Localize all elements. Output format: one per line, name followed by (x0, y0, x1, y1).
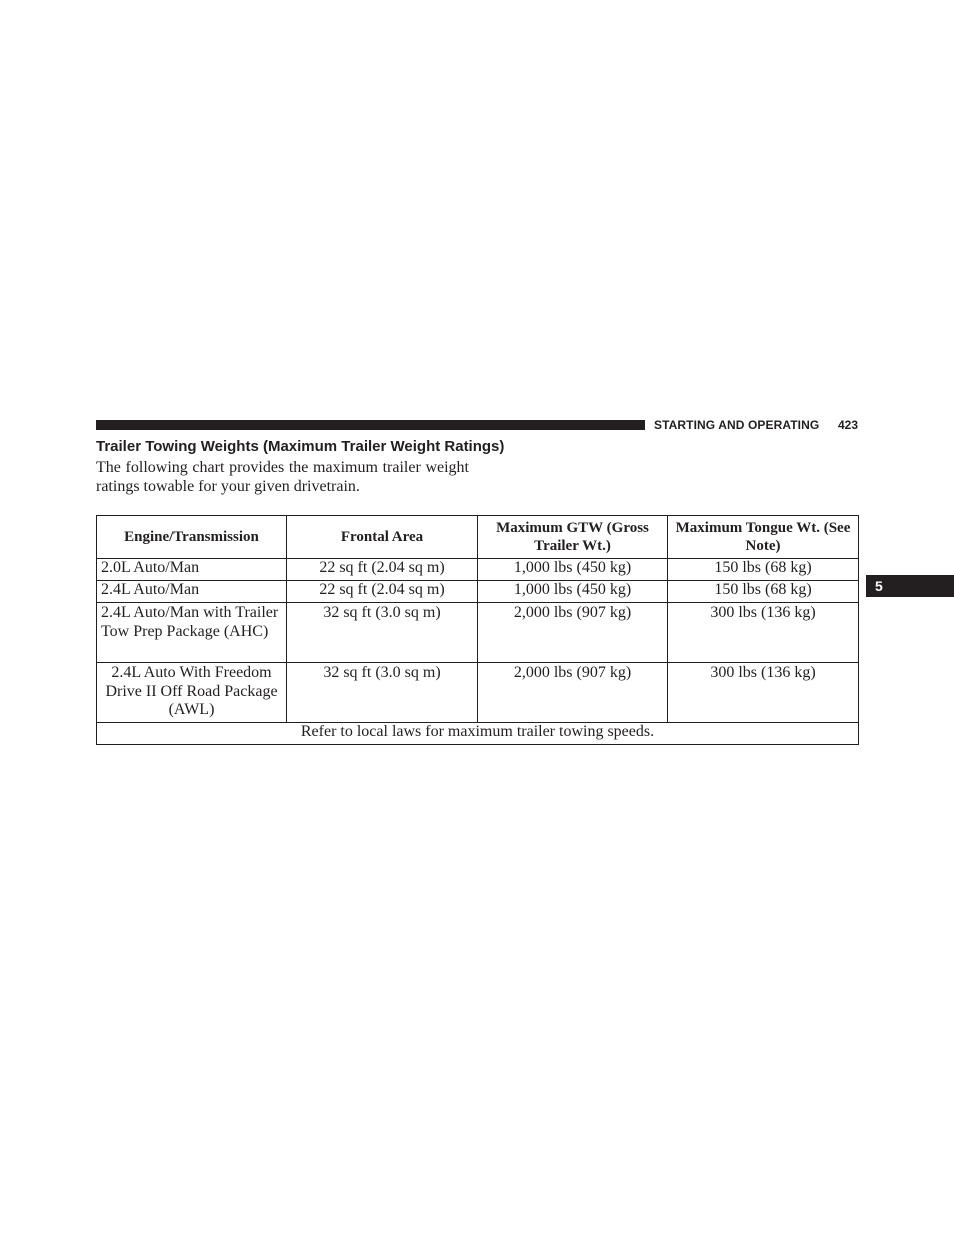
chapter-tab (866, 575, 954, 597)
trailer-weight-table (96, 515, 859, 745)
cell-frontal-area: 22 sq ft (2.04 sq m) (287, 581, 478, 603)
cell-frontal-area: 32 sq ft (3.0 sq m) (287, 603, 478, 663)
cell-engine: 2.4L Auto/Man (97, 581, 287, 603)
table-row (97, 663, 859, 723)
table-row (97, 581, 859, 603)
section-title: Trailer Towing Weights (Maximum Trailer Weight Ratings) (96, 438, 505, 455)
table-footnote: Refer to local laws for maximum trailer towing speeds. (97, 723, 859, 745)
cell-frontal-area: 32 sq ft (3.0 sq m) (287, 663, 478, 723)
running-header-section: STARTING AND OPERATING (654, 418, 820, 432)
table-row (97, 559, 859, 581)
page-number: 423 (838, 418, 859, 432)
table-row (97, 603, 859, 663)
column-header-engine: Engine/Transmission (97, 516, 287, 559)
column-header-max-gtw: Maximum GTW (Gross Trailer Wt.) (478, 516, 668, 559)
cell-frontal-area: 22 sq ft (2.04 sq m) (287, 559, 478, 581)
cell-max-gtw: 2,000 lbs (907 kg) (478, 603, 668, 663)
cell-max-tongue: 150 lbs (68 kg) (668, 559, 859, 581)
cell-max-gtw: 2,000 lbs (907 kg) (478, 663, 668, 723)
table-header-row (97, 516, 859, 559)
chapter-tab-number: 5 (875, 578, 883, 594)
cell-max-gtw: 1,000 lbs (450 kg) (478, 559, 668, 581)
cell-engine: 2.0L Auto/Man (97, 559, 287, 581)
table-footnote-row (97, 723, 859, 745)
cell-max-tongue: 300 lbs (136 kg) (668, 603, 859, 663)
cell-engine: 2.4L Auto With Freedom Drive II Off Road Package (AWL) (97, 663, 287, 723)
cell-max-tongue: 150 lbs (68 kg) (668, 581, 859, 603)
cell-max-tongue: 300 lbs (136 kg) (668, 663, 859, 723)
intro-paragraph: The following chart provides the maximum trailer weight ratings towable for your given drivetrain. (96, 459, 469, 495)
column-header-frontal-area: Frontal Area (287, 516, 478, 559)
header-rule (96, 420, 645, 430)
cell-max-gtw: 1,000 lbs (450 kg) (478, 581, 668, 603)
cell-engine: 2.4L Auto/Man with Trailer Tow Prep Package (AHC) (97, 603, 287, 663)
column-header-max-tongue: Maximum Tongue Wt. (See Note) (668, 516, 859, 559)
